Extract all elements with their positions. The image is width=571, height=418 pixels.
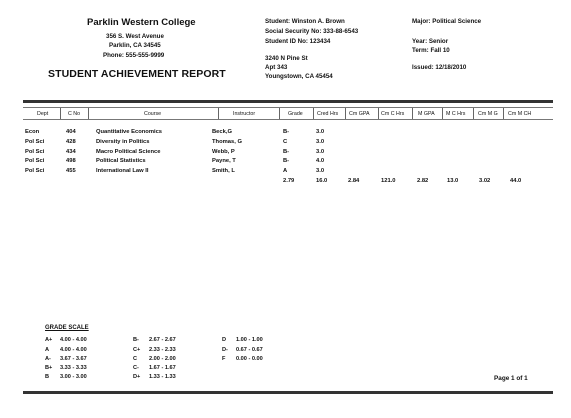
scale-grade: D- (222, 347, 228, 353)
scale-grade: D+ (133, 374, 141, 380)
col-separator (442, 108, 443, 119)
scale-range: 4.00 - 4.00 (60, 347, 87, 353)
scale-grade: F (222, 356, 226, 362)
cell-cno: 428 (66, 139, 76, 145)
cell-cred-hrs: 3.0 (316, 168, 325, 174)
header-grade: Grade (288, 111, 303, 117)
scale-grade: B (45, 374, 50, 380)
scale-range: 3.00 - 3.00 (60, 374, 87, 380)
grade-scale-title: GRADE SCALE (45, 325, 89, 331)
cell-course: Political Statistics (96, 158, 146, 164)
scale-range: 0.67 - 0.67 (236, 347, 263, 353)
student-ssn: Social Security No: 333-88-6543 (265, 28, 359, 35)
col-separator (412, 108, 413, 119)
cell-instructor: Webb, P (212, 149, 235, 155)
cell-grade: B- (283, 158, 290, 164)
footer-rule (23, 391, 553, 394)
header-instructor: Instructor (233, 111, 256, 117)
cell-course: Quantitative Economics (96, 129, 163, 135)
header-cm-m-ch: Cm M CH (508, 111, 532, 117)
scale-grade: C+ (133, 347, 141, 353)
col-separator (313, 108, 314, 119)
college-name: Parklin Western College (87, 17, 196, 28)
cell-cno: 404 (66, 129, 76, 135)
cell-cno: 455 (66, 168, 76, 174)
col-separator (378, 108, 379, 119)
issued-date: Issued: 12/18/2010 (412, 64, 467, 71)
cell-instructor: Smith, L (212, 168, 235, 174)
col-separator (473, 108, 474, 119)
total-m-c-hrs: 13.0 (447, 178, 459, 184)
scale-grade: C- (133, 365, 139, 371)
student-id: Student ID No: 123434 (265, 38, 331, 45)
college-address-line1: 356 S. West Avenue (106, 33, 164, 40)
page-number: Page 1 of 1 (494, 375, 528, 382)
term: Term: Fall 10 (412, 47, 450, 54)
cell-dept: Econ (25, 129, 40, 135)
header-cm-m-g: Cm M G (478, 111, 498, 117)
cell-cred-hrs: 3.0 (316, 149, 325, 155)
col-separator (218, 108, 219, 119)
college-phone: Phone: 555-555-9999 (103, 52, 165, 59)
student-name: Student: Winston A. Brown (265, 18, 345, 25)
scale-range: 2.33 - 2.33 (149, 347, 176, 353)
cell-dept: Pol Sci (25, 168, 45, 174)
scale-grade: C (133, 356, 138, 362)
header-cm-c-hrs: Cm C Hrs (381, 111, 405, 117)
student-address-line2: Apt 343 (265, 64, 288, 71)
header-dept: Dept (37, 111, 49, 117)
scale-range: 1.33 - 1.33 (149, 374, 176, 380)
cell-course: International Law II (96, 168, 149, 174)
cell-course: Macro Political Science (96, 149, 161, 155)
year: Year: Senior (412, 38, 449, 45)
header-cred-hrs: Cred Hrs (317, 111, 339, 117)
col-separator (88, 108, 89, 119)
major: Major: Political Science (412, 18, 482, 25)
scale-grade: D (222, 337, 227, 343)
header-m-gpa: M GPA (418, 111, 435, 117)
header-m-c-hrs: M C Hrs (446, 111, 466, 117)
total-cm-c-hrs: 121.0 (381, 178, 396, 184)
header-course: Course (144, 111, 162, 117)
cell-cred-hrs: 4.0 (316, 158, 325, 164)
total-cm-m-ch: 44.0 (510, 178, 522, 184)
col-separator (60, 108, 61, 119)
total-cm-m-g: 3.02 (479, 178, 491, 184)
report-title: STUDENT ACHIEVEMENT REPORT (48, 68, 226, 80)
cell-instructor: Beck,G (212, 129, 232, 135)
scale-range: 1.00 - 1.00 (236, 337, 263, 343)
total-cred-hrs: 16.0 (316, 178, 328, 184)
total-gpa: 2.79 (283, 178, 295, 184)
scale-grade: B- (133, 337, 139, 343)
cell-cno: 434 (66, 149, 76, 155)
scale-range: 4.00 - 4.00 (60, 337, 87, 343)
cell-instructor: Payne, T (212, 158, 236, 164)
cell-grade: C (283, 139, 288, 145)
cell-grade: B- (283, 149, 290, 155)
cell-dept: Pol Sci (25, 158, 45, 164)
scale-range: 2.67 - 2.67 (149, 337, 176, 343)
col-separator (503, 108, 504, 119)
header-cm-gpa: Cm GPA (349, 111, 370, 117)
col-separator (279, 108, 280, 119)
total-cm-gpa: 2.84 (348, 178, 360, 184)
scale-range: 1.67 - 1.67 (149, 365, 176, 371)
cell-course: Diversity in Politics (96, 139, 150, 145)
scale-range: 2.00 - 2.00 (149, 356, 176, 362)
cell-dept: Pol Sci (25, 149, 45, 155)
student-address-line1: 3240 N Pine St (265, 55, 308, 62)
scale-range: 3.33 - 3.33 (60, 365, 87, 371)
scale-grade: A+ (45, 337, 53, 343)
scale-range: 3.67 - 3.67 (60, 356, 87, 362)
cell-grade: B- (283, 129, 290, 135)
student-address-line3: Youngstown, CA 45454 (265, 73, 333, 80)
header-bottom-line (23, 119, 553, 120)
scale-range: 0.00 - 0.00 (236, 356, 263, 362)
cell-dept: Pol Sci (25, 139, 45, 145)
cell-instructor: Thomas, G (212, 139, 242, 145)
cell-cred-hrs: 3.0 (316, 139, 325, 145)
scale-grade: B+ (45, 365, 53, 371)
table-top-rule (23, 100, 553, 103)
college-address-line2: Parklin, CA 34545 (109, 42, 161, 49)
cell-grade: A (283, 168, 288, 174)
scale-grade: A- (45, 356, 51, 362)
cell-cred-hrs: 3.0 (316, 129, 325, 135)
col-separator (345, 108, 346, 119)
cell-cno: 498 (66, 158, 76, 164)
scale-grade: A (45, 347, 50, 353)
total-m-gpa: 2.82 (417, 178, 429, 184)
header-cno: C No (68, 111, 81, 117)
